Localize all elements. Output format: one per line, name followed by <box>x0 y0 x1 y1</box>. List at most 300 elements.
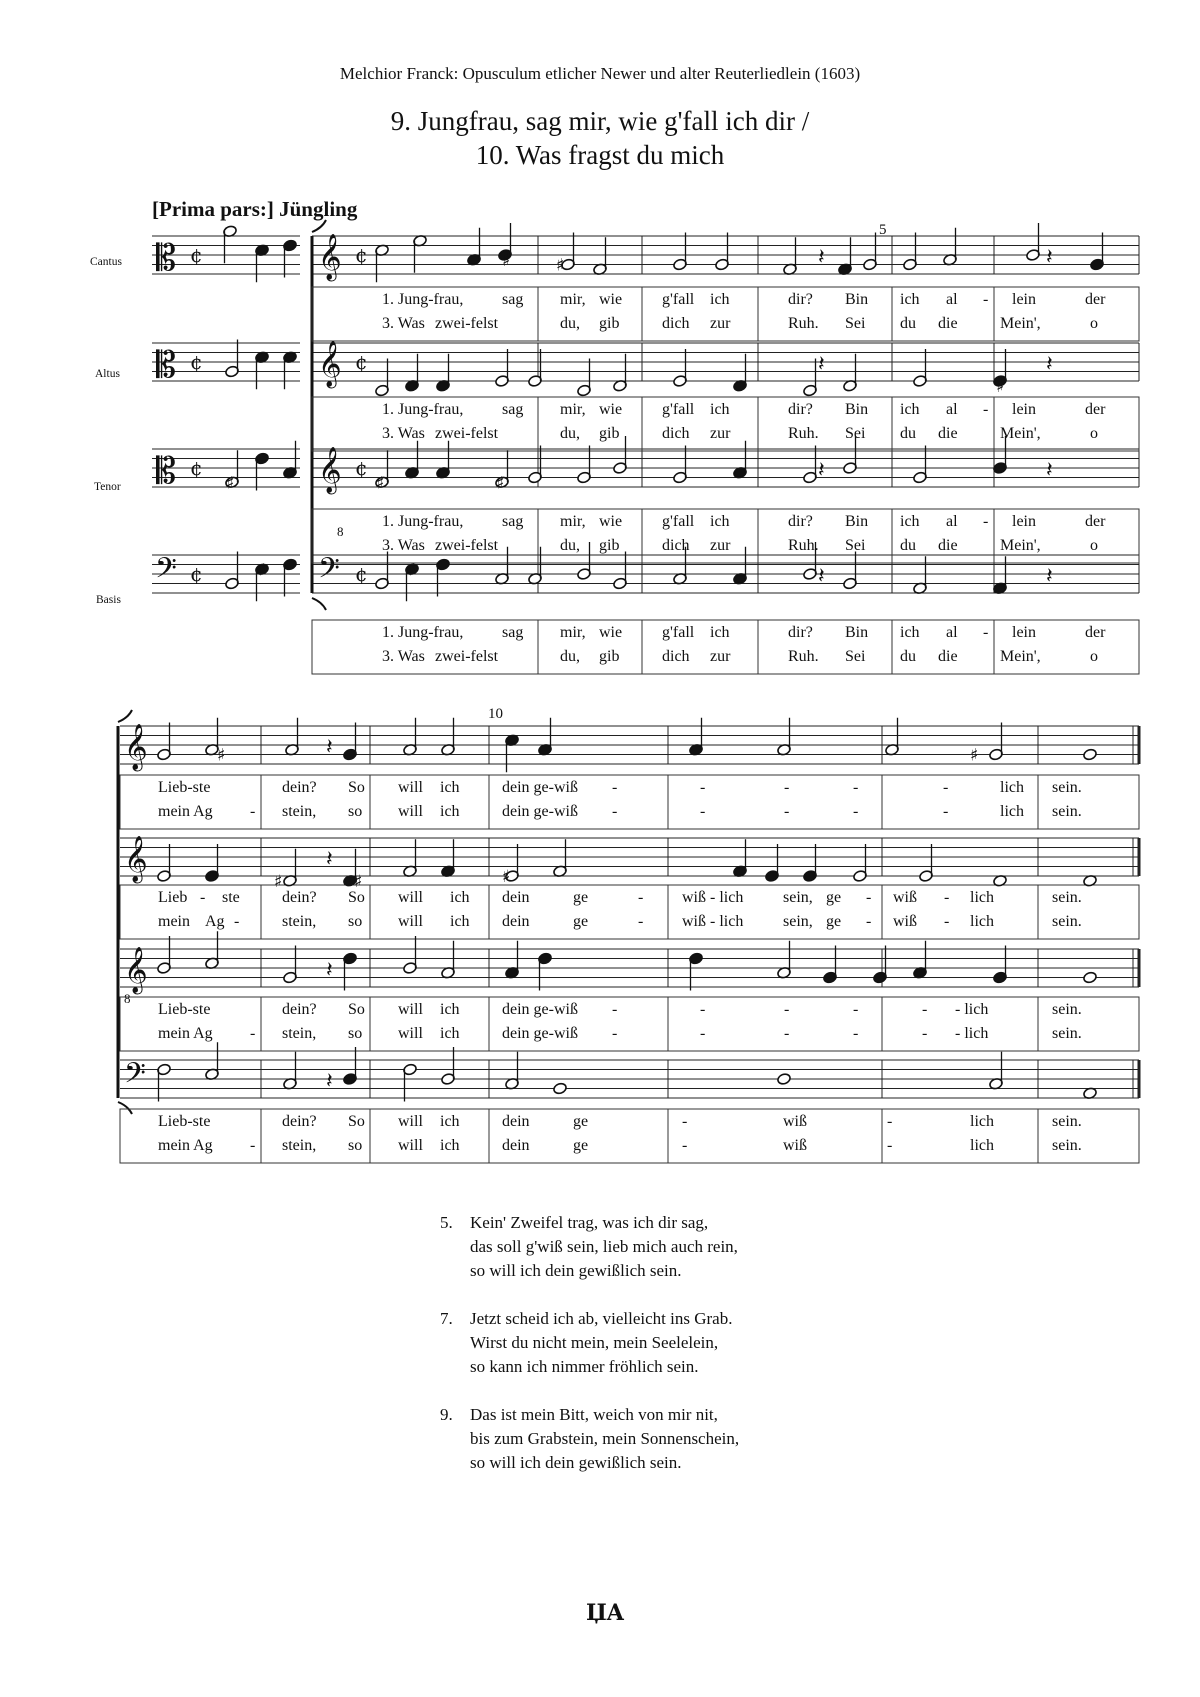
lyric-verse1: So <box>348 779 365 796</box>
sharp-sign: ♯ <box>408 560 417 581</box>
lyric-verse1: sag <box>502 624 524 641</box>
lyric-verse3: zwei-felst <box>435 537 499 554</box>
sharp-sign: ♯ <box>970 745 979 766</box>
lyric-verse3: 3. Was <box>382 425 425 442</box>
sharp-sign: ♯ <box>376 473 385 494</box>
lyric-verse1: wie <box>599 291 623 308</box>
quarter-rest: 𝄽 <box>818 245 825 270</box>
lyric-verse3: stein, <box>282 803 317 820</box>
lyric-verse3: zur <box>710 648 731 665</box>
lyric-verse1: ich <box>900 624 920 641</box>
lyric-verse3: gib <box>599 315 620 332</box>
lyric-verse3: Ruh. <box>788 648 819 665</box>
lyric-verse1: g'fall <box>662 401 695 418</box>
voice-label-altus: Altus <box>95 368 120 380</box>
lyric-verse1: mir, <box>560 513 586 530</box>
lyric-verse3: zur <box>710 537 731 554</box>
lyric-verse3: 3. Was <box>382 537 425 554</box>
lyric-verse1: will <box>398 1113 423 1130</box>
lyric-verse3: du, <box>560 315 580 332</box>
time-signature: ¢ <box>190 562 203 586</box>
lyric-verse1: So <box>348 889 365 906</box>
lyric-verse3: du <box>900 648 916 665</box>
lyric-verse3: die <box>938 425 958 442</box>
stanza-number: 9. <box>440 1405 453 1424</box>
lyric-verse3: dich <box>662 315 690 332</box>
quarter-rest: 𝄽 <box>1046 458 1053 483</box>
lyric-verse3: - <box>700 803 706 820</box>
lyric-verse1: sein. <box>1052 779 1082 796</box>
lyric-verse1: sag <box>502 291 524 308</box>
note-head <box>1083 748 1098 761</box>
lyric-verse1: sein. <box>1052 889 1082 906</box>
quarter-rest: 𝄽 <box>818 458 825 483</box>
clef: 𝄞 <box>318 341 342 387</box>
lyric-verse1: - <box>612 779 618 796</box>
lyric-verse1: will <box>398 889 423 906</box>
measure-number-10: 10 <box>488 706 503 722</box>
lyric-verse1: dir? <box>788 624 813 641</box>
lyric-verse1: ich <box>450 889 470 906</box>
lyric-verse1: sag <box>502 513 524 530</box>
lyric-verse1: lich <box>970 889 994 906</box>
lyric-verse1: der <box>1085 624 1106 641</box>
sharp-sign: ♯ <box>496 473 505 494</box>
lyric-verse1: ich <box>900 401 920 418</box>
sharp-sign: ♯ <box>502 867 511 887</box>
lyric-verse1: der <box>1085 291 1106 308</box>
lyric-verse3: Ruh. <box>788 425 819 442</box>
lyric-verse3: sein. <box>1052 1025 1082 1042</box>
lyric-verse3: dein ge-wiß <box>502 803 578 820</box>
lyric-verse3: dich <box>662 425 690 442</box>
lyric-verse1: ich <box>440 1113 460 1130</box>
voice-label-tenor: Tenor <box>94 481 121 493</box>
tenor-octave-mark-2: 8 <box>124 991 131 1006</box>
sharp-sign: ♯ <box>556 255 565 276</box>
lyric-verse1: - <box>983 624 989 641</box>
lyric-verse3: - <box>887 1137 893 1154</box>
lyric-verse3: du, <box>560 425 580 442</box>
lyric-verse3: - <box>922 1025 928 1042</box>
lyric-verse3: die <box>938 648 958 665</box>
lyric-verse1: sein. <box>1052 1001 1082 1018</box>
lyric-verse1: mir, <box>560 291 586 308</box>
clef: 𝄞 <box>124 947 148 993</box>
lyric-verse1: sein, <box>783 889 813 906</box>
voice-label-cantus: Cantus <box>90 256 122 268</box>
lyric-verse1: - <box>682 1113 688 1130</box>
stanza-7 <box>440 1307 739 1379</box>
notes <box>157 223 1105 1102</box>
lyric-verse3: 3. Was <box>382 648 425 665</box>
stanza-line: Wirst du nicht mein, mein Seelelein, <box>470 1333 719 1352</box>
lyric-verse3: Sei <box>845 425 866 442</box>
lyric-verse1: wie <box>599 624 623 641</box>
lyric-verse1: Bin <box>845 513 869 530</box>
lyric-verse1: dein ge-wiß <box>502 1001 578 1018</box>
lyric-verse3: dein <box>502 1137 530 1154</box>
lyric-verse3: gib <box>599 648 620 665</box>
section-heading: [Prima pars:] Jüngling <box>152 197 358 221</box>
quarter-rest: 𝄽 <box>1046 245 1053 270</box>
lyric-verse3: ge <box>573 913 589 930</box>
quarter-rest: 𝄽 <box>326 958 333 983</box>
time-signature: ¢ <box>355 562 368 586</box>
time-signature: ¢ <box>190 243 203 267</box>
lyric-verse3: wiß - lich <box>682 913 744 930</box>
clef: 𝄡 <box>156 451 177 492</box>
lyric-verse1: dein <box>502 889 530 906</box>
quarter-rest: 𝄽 <box>1046 564 1053 589</box>
stanza-line: Jetzt scheid ich ab, vielleicht ins Grab. <box>470 1309 733 1328</box>
lyric-verse1: Bin <box>845 624 869 641</box>
lyric-verse1: 1. Jung-frau, <box>382 291 464 308</box>
stanza-line: so will ich dein gewißlich sein. <box>470 1261 682 1280</box>
stanza-line: bis zum Grabstein, mein Sonnenschein, <box>470 1429 740 1448</box>
lyric-verse1: lich <box>970 1113 994 1130</box>
clef: 𝄢 <box>318 552 340 592</box>
lyric-verse3: will <box>398 1137 423 1154</box>
lyric-verse1: lich <box>1000 779 1024 796</box>
lyric-verse1: - <box>853 1001 859 1018</box>
lyric-verse3: du <box>900 425 916 442</box>
lyric-verse3: Mein', <box>1000 425 1041 442</box>
lyric-verse1: Bin <box>845 401 869 418</box>
lyric-verse1: - <box>983 401 989 418</box>
lyric-verse1: dein? <box>282 1001 317 1018</box>
lyric-verse1: 1. Jung-frau, <box>382 401 464 418</box>
lyric-verse1: Lieb <box>158 889 188 906</box>
lyric-verse3: zwei-felst <box>435 648 499 665</box>
lyric-verse1: - <box>887 1113 893 1130</box>
lyric-verse1: - lich <box>955 1001 989 1018</box>
lyric-verse3: so <box>348 1025 363 1042</box>
lyric-verse1: - <box>983 291 989 308</box>
lyric-verse3: ich <box>440 803 460 820</box>
lyric-verse3: ge <box>573 1137 589 1154</box>
sharp-sign: ♯ <box>217 745 226 766</box>
lyric-verse1: ich <box>440 1001 460 1018</box>
sharp-sign: ♯ <box>996 376 1005 397</box>
lyric-verse1: ich <box>710 513 730 530</box>
lyric-verse1: ich <box>710 291 730 308</box>
lyric-verse3: - <box>250 1025 256 1042</box>
time-signature: ¢ <box>355 456 368 480</box>
lyric-verse1: Lieb-ste <box>158 779 211 796</box>
lyric-verse1: will <box>398 1001 423 1018</box>
lyric-verse1: ste <box>222 889 240 906</box>
lyric-verse3: - <box>853 1025 859 1042</box>
lyric-verse3: Ag <box>205 913 225 930</box>
lyric-verse3: Ruh. <box>788 537 819 554</box>
stanza-line: so will ich dein gewißlich sein. <box>470 1453 682 1472</box>
lyric-verse1: ich <box>440 779 460 796</box>
lyric-verse1: al <box>946 624 958 641</box>
lyric-verse3: mein Ag <box>158 1137 213 1154</box>
lyric-verse1: dein? <box>282 1113 317 1130</box>
stanza-line: Kein' Zweifel trag, was ich dir sag, <box>470 1213 709 1232</box>
lyric-verse3: sein. <box>1052 1137 1082 1154</box>
lyric-verse3: - <box>853 803 859 820</box>
lyric-verse3: - <box>944 913 950 930</box>
lyric-verse1: So <box>348 1001 365 1018</box>
lyric-verse1: lein <box>1012 513 1036 530</box>
lyric-verse3: lich <box>970 1137 994 1154</box>
title-line-2: 10. Was fragst du mich <box>475 140 725 170</box>
lyric-verse1: - <box>612 1001 618 1018</box>
lyric-verse1: - <box>638 889 644 906</box>
lyric-verse3: sein, <box>783 913 813 930</box>
clef: 𝄡 <box>156 345 177 386</box>
lyric-verse1: 1. Jung-frau, <box>382 624 464 641</box>
lyric-verse3: - <box>700 1025 706 1042</box>
lyric-verse3: du, <box>560 537 580 554</box>
lyric-verse1: g'fall <box>662 291 695 308</box>
barlines <box>118 220 1139 1163</box>
lyric-verse3: die <box>938 315 958 332</box>
stanza-line: so kann ich nimmer fröhlich sein. <box>470 1357 699 1376</box>
lyric-verse3: zwei-felst <box>435 315 499 332</box>
lyric-verse1: 1. Jung-frau, <box>382 513 464 530</box>
lyric-verse3: du <box>900 315 916 332</box>
lyric-verse3: - <box>638 913 644 930</box>
lyric-verse1: mir, <box>560 401 586 418</box>
lyric-verse3: wiß <box>893 913 917 930</box>
lyric-verse3: so <box>348 803 363 820</box>
note-head <box>553 1082 568 1095</box>
lyric-verse3: mein <box>158 913 190 930</box>
lyric-verse3: zur <box>710 425 731 442</box>
lyric-verse3: so <box>348 1137 363 1154</box>
clef: 𝄢 <box>155 552 177 592</box>
stanza-5 <box>440 1211 739 1283</box>
lyric-verse1: So <box>348 1113 365 1130</box>
lyric-verse3: - <box>612 803 618 820</box>
lyric-verse1: lein <box>1012 401 1036 418</box>
lyric-verse3: dich <box>662 648 690 665</box>
lyric-verse3: will <box>398 1025 423 1042</box>
lyric-verse1: dein <box>502 1113 530 1130</box>
tenor-octave-mark: 8 <box>337 524 344 539</box>
lyric-verse3: du, <box>560 648 580 665</box>
lyric-verse1: ge <box>573 1113 589 1130</box>
lyric-verse3: lich <box>1000 803 1024 820</box>
incipit-gap <box>300 341 312 383</box>
clef: 𝄢 <box>124 1057 146 1097</box>
incipit-gap <box>300 234 312 276</box>
stanza-number: 5. <box>440 1213 453 1232</box>
lyric-verse3: - <box>250 803 256 820</box>
lyric-verse1: lein <box>1012 624 1036 641</box>
sharp-sign: ♯ <box>258 560 267 581</box>
sharp-sign: ♯ <box>354 871 363 892</box>
lyric-verse1: mir, <box>560 624 586 641</box>
lyric-verse1: sag <box>502 401 524 418</box>
lyric-verse1: dir? <box>788 513 813 530</box>
lyric-verse1: wiß <box>783 1113 807 1130</box>
clef: 𝄡 <box>156 238 177 279</box>
time-signature: ¢ <box>355 243 368 267</box>
lyric-verse1: - <box>700 1001 706 1018</box>
lyric-verse3: Mein', <box>1000 537 1041 554</box>
lyric-verse3: - <box>234 913 240 930</box>
lyric-verse3: - <box>250 1137 256 1154</box>
lyric-verse3: o <box>1090 315 1098 332</box>
lyric-verse1: al <box>946 513 958 530</box>
lyric-verse1: will <box>398 779 423 796</box>
lyric-verse1: wie <box>599 513 623 530</box>
incipit-gap <box>300 553 312 595</box>
page-header: Melchior Franck: Opusculum etlicher Newer und alter Reuterliedlein (1603) <box>339 64 861 83</box>
lyric-verse1: sein. <box>1052 1113 1082 1130</box>
clef: 𝄞 <box>124 836 148 882</box>
title-line-1: 9. Jungfrau, sag mir, wie g'fall ich dir / <box>390 106 810 136</box>
lyric-verse1: der <box>1085 401 1106 418</box>
lyric-verse3: zwei-felst <box>435 425 499 442</box>
lyric-verse1: - <box>944 889 950 906</box>
clef: 𝄞 <box>318 234 342 280</box>
lyric-verse1: ge <box>573 889 589 906</box>
lyric-verse3: Ruh. <box>788 315 819 332</box>
publisher-logo: ЏA <box>586 1600 624 1626</box>
time-signature: ¢ <box>190 350 203 374</box>
lyric-verse3: ge <box>826 913 842 930</box>
lyric-verse1: - <box>983 513 989 530</box>
quarter-rest: 𝄽 <box>818 564 825 589</box>
lyric-verse1: dein? <box>282 889 317 906</box>
lyric-verse3: ich <box>450 913 470 930</box>
lyric-verse1: lein <box>1012 291 1036 308</box>
lyric-verse1: ich <box>900 291 920 308</box>
lyric-verse1: Lieb-ste <box>158 1001 211 1018</box>
lyric-verse1: wiß - lich <box>682 889 744 906</box>
lyric-verse3: - <box>943 803 949 820</box>
lyric-verse3: mein Ag <box>158 803 213 820</box>
lyric-verse1: der <box>1085 513 1106 530</box>
lyric-verse1: al <box>946 291 958 308</box>
lyric-verse3: - <box>682 1137 688 1154</box>
lyric-verse3: ich <box>440 1025 460 1042</box>
time-signature: ¢ <box>190 456 203 480</box>
lyric-verse1: - <box>784 779 790 796</box>
sharp-sign: ♯ <box>226 473 235 494</box>
lyric-verse3: mein Ag <box>158 1025 213 1042</box>
lyric-verse1: wie <box>599 401 623 418</box>
lyric-verse3: will <box>398 913 423 930</box>
lyric-verse3: Mein', <box>1000 648 1041 665</box>
lyric-verse1: ge <box>826 889 842 906</box>
lyric-verse3: Sei <box>845 648 866 665</box>
lyric-verse3: - <box>784 1025 790 1042</box>
lyric-verse3: Sei <box>845 315 866 332</box>
staff-lines <box>120 234 1139 1098</box>
incipit-gap <box>300 447 312 489</box>
lyric-verse3: o <box>1090 537 1098 554</box>
quarter-rest: 𝄽 <box>1046 352 1053 377</box>
lyric-verse1: Lieb-ste <box>158 1113 211 1130</box>
stanza-9 <box>440 1403 739 1475</box>
lyric-verse3: stein, <box>282 1025 317 1042</box>
lyric-verse3: o <box>1090 648 1098 665</box>
lyric-verse3: lich <box>970 913 994 930</box>
lyric-verse3: so <box>348 913 363 930</box>
lyric-verse1: - <box>922 1001 928 1018</box>
lyric-verse3: du <box>900 537 916 554</box>
lyric-verse3: - <box>612 1025 618 1042</box>
lyric-verse3: die <box>938 537 958 554</box>
lyric-verse1: al <box>946 401 958 418</box>
lyric-verse3: Mein', <box>1000 315 1041 332</box>
quarter-rest: 𝄽 <box>326 735 333 760</box>
stanza-line: das soll g'wiß sein, lieb mich auch rein, <box>470 1237 738 1256</box>
stanza-number: 7. <box>440 1309 453 1328</box>
lyric-verse3: sein. <box>1052 803 1082 820</box>
lyric-verse1: Bin <box>845 291 869 308</box>
lyric-verse3: o <box>1090 425 1098 442</box>
lyric-verse1: - <box>866 889 872 906</box>
lyric-verse1: dein? <box>282 779 317 796</box>
lyric-verse3: 3. Was <box>382 315 425 332</box>
time-signature: ¢ <box>355 350 368 374</box>
lyric-verse3: - lich <box>955 1025 989 1042</box>
lyric-verse1: dir? <box>788 401 813 418</box>
lyric-verse1: g'fall <box>662 624 695 641</box>
quarter-rest: 𝄽 <box>818 352 825 377</box>
lyric-verse3: zur <box>710 315 731 332</box>
lyric-verse1: ich <box>710 624 730 641</box>
lyric-verse3: stein, <box>282 1137 317 1154</box>
voice-label-basis: Basis <box>96 594 121 606</box>
lyric-verse3: will <box>398 803 423 820</box>
sharp-sign: ♯ <box>502 250 511 271</box>
lyric-verse3: gib <box>599 425 620 442</box>
quarter-rest: 𝄽 <box>326 847 333 872</box>
lyric-frame <box>120 775 1139 829</box>
lyric-verse3: dich <box>662 537 690 554</box>
clef: 𝄞 <box>124 724 148 770</box>
lyric-verse1: - <box>200 889 206 906</box>
lyric-verse3: ich <box>440 1137 460 1154</box>
measure-number-5: 5 <box>879 222 887 238</box>
note-head <box>777 1073 792 1086</box>
note-head <box>1083 971 1098 984</box>
lyric-verse3: wiß <box>783 1137 807 1154</box>
lyric-verse3: dein <box>502 913 530 930</box>
lyric-verse3: dein ge-wiß <box>502 1025 578 1042</box>
lyric-verse1: ich <box>900 513 920 530</box>
lyric-verse3: sein. <box>1052 913 1082 930</box>
lyric-verse3: gib <box>599 537 620 554</box>
lyric-verse3: Sei <box>845 537 866 554</box>
lyric-verse1: - <box>700 779 706 796</box>
lyric-verse1: ich <box>710 401 730 418</box>
stanza-line: Das ist mein Bitt, weich von mir nit, <box>470 1405 718 1424</box>
lyric-verse1: dein ge-wiß <box>502 779 578 796</box>
sharp-sign: ♯ <box>274 871 283 892</box>
lyric-verse1: wiß <box>893 889 917 906</box>
lyric-verse1: g'fall <box>662 513 695 530</box>
clef: 𝄞 <box>318 447 342 493</box>
lyric-verse1: - <box>943 779 949 796</box>
lyric-verse3: stein, <box>282 913 317 930</box>
lyric-verse3: - <box>784 803 790 820</box>
additional-stanzas <box>440 1211 739 1499</box>
lyric-verse1: - <box>784 1001 790 1018</box>
quarter-rest: 𝄽 <box>326 1069 333 1094</box>
lyric-verse3: - <box>866 913 872 930</box>
lyric-verse1: - <box>853 779 859 796</box>
